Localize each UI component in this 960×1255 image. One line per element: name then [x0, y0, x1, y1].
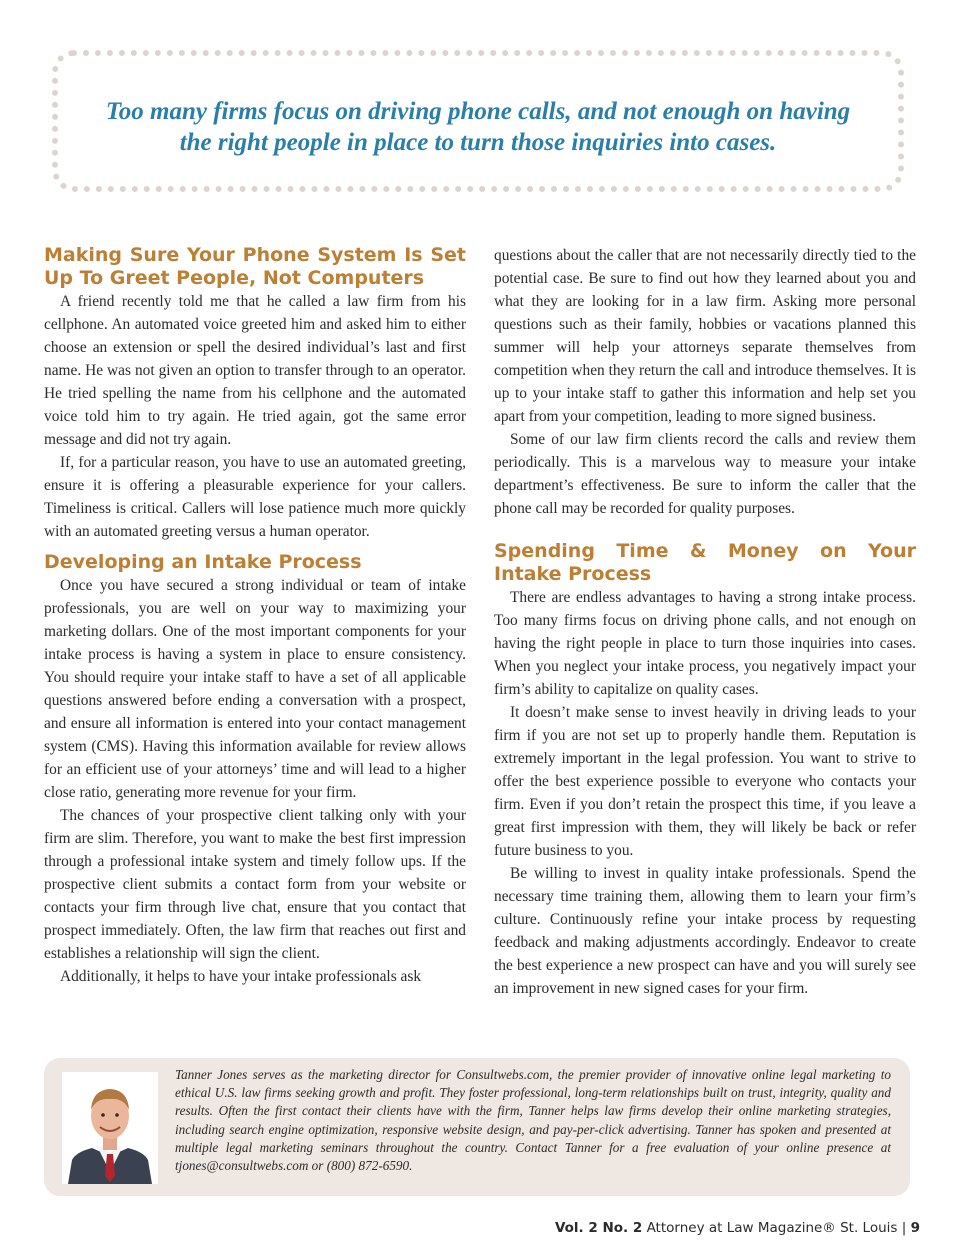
footer-magazine: Attorney at Law Magazine® St. Louis — [646, 1220, 898, 1236]
author-portrait — [62, 1072, 158, 1184]
pull-quote-line-2: the right people in place to turn those inquiries into cases. — [179, 129, 777, 156]
footer-volume: Vol. 2 No. 2 — [554, 1220, 643, 1236]
pull-quote-line-1: Too many firms focus on driving phone calls, and not enough on having — [105, 98, 851, 125]
author-bio-text: Tanner Jones serves as the marketing director for Consultwebs.com, the premier provider of innovative online legal marketing to ethical U.S. law firms seeking growth and profit. They foster professional, long-term relationships built on trust, integrity, quality and results. Often the first contact their clients have with the firm, Tanner helps law firms develop their online marketing strategies, including search engine optimization, responsive website design, and pay-per-click advertising. Tanner has spoken and presented at multiple legal marketing seminars throughout the country. Contact Tanner for a free evaluation of your online presence at tjones@consultwebs.com or (800) 872-6590. — [175, 1067, 891, 1174]
author-photo-icon — [62, 1072, 158, 1184]
footer-separator: | — [901, 1220, 907, 1236]
heading-time-money: Spending Time & Money on Your Intake Process — [494, 540, 916, 585]
paragraph: If, for a particular reason, you have to use an automated greeting, ensure it is offering a pleasurable experience for your callers. Timeliness is critical. Callers will lose patience much more quickly with an automated greeting versus a human operator. — [44, 454, 466, 540]
pull-quote — [58, 96, 898, 158]
paragraph: Be willing to invest in quality intake professionals. Spend the necessary time training them, allowing them to learn your firm’s culture. Continuously refine your intake process by requesting feedback and making adjustments accordingly. Endeavor to create the best experience a new prospect can have and you will surely see an improvement in new signed cases for your firm. — [494, 865, 916, 997]
paragraph: It doesn’t make sense to invest heavily in driving leads to your firm if you are not set up to properly handle them. Reputation is extremely important in the legal profession. You want to strive to offer the best experience possible to everyone who contacts your firm. Even if you don’t retain the prospect this time, if you leave a great first impression with them, they will likely be back or refer future business to you. — [494, 704, 916, 859]
paragraph: Some of our law firm clients record the calls and review them periodically. This is a marvelous way to measure your intake department’s effectiveness. Be sure to inform the caller that the phone call may be recorded for quality purposes. — [494, 431, 916, 517]
left-column — [44, 244, 466, 988]
page-footer — [555, 1220, 920, 1236]
paragraph: The chances of your prospective client talking only with your firm are slim. Therefore, you want to make the best first impression through a professional intake system and timely follow ups. If the prospective client submits a contact form from your website or contacts your firm through live chat, ensure that you contact that prospect immediately. Often, the law firm that reaches out first and establishes a relationship will sign the client. — [44, 807, 466, 962]
paragraph: questions about the caller that are not necessarily directly tied to the potential case. Be sure to find out how they learned about you and what they are looking for in a law firm. Asking more personal questions such as their family, hobbies or vacations planned this summer will help your attorneys separate themselves from competition when they return the call and introduce themselves. It is up to your intake staff to gather this information and help set you apart from your competition, leading to more signed business. — [494, 247, 916, 425]
author-bio-box — [44, 1058, 910, 1196]
heading-phone-system: Making Sure Your Phone System Is Set Up To Greet People, Not Computers — [44, 244, 466, 289]
footer-page-number: 9 — [910, 1220, 920, 1236]
paragraph: A friend recently told me that he called a law firm from his cellphone. An automated voice greeted him and asked him to either choose an extension or spell the desired individual’s last and first name. He was not given an option to transfer through to an operator. He tried spelling the name from his cellphone and the automated voice told him to try again. He tried again, got the same error message and did not try again. — [44, 293, 466, 448]
paragraph: Additionally, it helps to have your intake professionals ask — [60, 968, 422, 985]
paragraph: There are endless advantages to having a strong intake process. Too many firms focus on driving phone calls, and not enough on having the right people in place to turn those inquiries into cases. When you neglect your intake process, you negatively impact your firm’s ability to capitalize on quality cases. — [494, 589, 916, 698]
pull-quote-box — [52, 50, 904, 192]
paragraph: Once you have secured a strong individual or team of intake professionals, you are well on your way to maximizing your marketing dollars. One of the most important components for your intake process is having a system in place to ensure consistency. You should require your intake staff to have a set of all applicable questions answered before ending a conversation with a prospect, and ensure all information is entered into your contact management system (CMS). Having this information available for review allows for an efficient use of your attorneys’ time and will lead to a higher close ratio, generating more revenue for your firm. — [44, 577, 466, 801]
right-column — [494, 244, 916, 1000]
heading-intake-process: Developing an Intake Process — [44, 551, 362, 573]
